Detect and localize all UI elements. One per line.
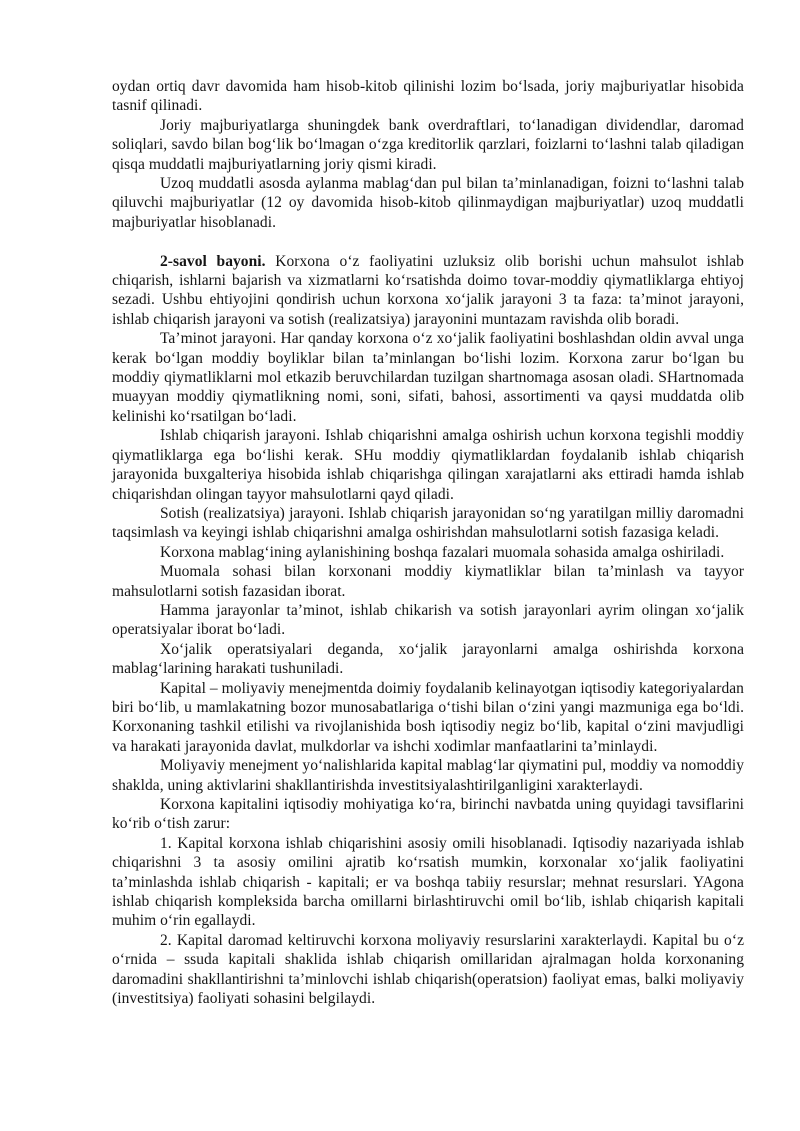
paragraph-text: oydan ortiq davr davomida ham hisob-kitob qilinishi lozim boʻlsada, joriy majburiyatlar hisobida tasnif qilinadi. bbox=[112, 78, 744, 115]
paragraph bbox=[112, 834, 744, 931]
paragraph-text: Uzoq muddatli asosda aylanma mablagʻdan pul bilan ta’minlanadigan, foizni toʻlashni talab qiluvchi majburiyatlar (12 oy davomida hisob-kitob qilinmaydigan majburiyatlar) uzoq muddatli majburiyatlar hisoblanadi. bbox=[112, 175, 744, 231]
paragraph-text: Ishlab chiqarish jarayoni. Ishlab chiqarishni amalga oshirish uchun korxona tegishli moddiy qiymatliklarga ega boʻlishi kerak. SHu moddiy qiymatliklardan foydalanib ishlab chiqarish jarayonida buxgalteriya hisobida ishlab chiqarishga qilingan xarajatlarni aks ettiradi hamda ishlab chiqarishdan olingan tayyor mahsulotlarni qayd qiladi. bbox=[112, 427, 744, 503]
paragraph-text: Xoʻjalik operatsiyalari deganda, xoʻjalik jarayonlarni amalga oshirishda korxona mablagʻlarining harakati tushuniladi. bbox=[112, 640, 744, 678]
paragraph bbox=[112, 562, 744, 601]
paragraph-text: Joriy majburiyatlarga shuningdek bank overdraftlari, toʻlanadigan dividendlar, daromad soliqlari, savdo bilan bogʻlik boʻlmagan oʻzga kreditorlik qarzlari, foizlarni toʻlashni talab qiladigan qisqa muddatli majburiyatlarning joriy qismi kiradi. bbox=[112, 116, 744, 173]
paragraph bbox=[112, 601, 744, 640]
paragraph bbox=[112, 931, 744, 1009]
paragraph bbox=[112, 543, 744, 562]
paragraph bbox=[112, 252, 744, 330]
paragraph-text: Korxona mablagʻining aylanishining boshqa fazalari muomala sohasida amalga oshiriladi. bbox=[160, 543, 725, 561]
paragraph bbox=[112, 116, 744, 174]
paragraph bbox=[112, 174, 744, 232]
paragraph bbox=[112, 756, 744, 795]
paragraph-text: Kapital – moliyaviy menejmentda doimiy foydalanib kelinayotgan iqtisodiy kategoriyalardan biri boʻlib, u mamlakatning bozor munosabatlariga oʻtishi bilan oʻzini yangi mazmuniga ega boʻldi. Korxonaning tashkil etilishi va rivojlanishida bosh iqtisodiy negiz boʻlib, kapital oʻzini mavjudligi va harakati jarayonida davlat, mulkdorlar va ishchi xodimlar manfaatlarini ta’minlaydi. bbox=[112, 679, 744, 755]
paragraph-text: Korxona kapitalini iqtisodiy mohiyatiga koʻra, birinchi navbatda uning quyidagi tavsiflarini koʻrib oʻtish zarur: bbox=[112, 796, 744, 833]
paragraph bbox=[112, 77, 744, 116]
paragraph-text: Hamma jarayonlar ta’minot, ishlab chikarish va sotish jarayonlari ayrim olingan xoʻjalik operatsiyalar iborat boʻladi. bbox=[112, 601, 744, 639]
paragraph-lead-bold: 2-savol bayoni. bbox=[160, 252, 266, 270]
paragraph-text: Sotish (realizatsiya) jarayoni. Ishlab chiqarish jarayonidan soʻng yaratilgan milliy daromadni taqsimlash va keyingi ishlab chiqarishni amalga oshirishdan mahsulotlarni sotish fazasiga keladi. bbox=[112, 504, 744, 542]
paragraph bbox=[112, 504, 744, 543]
paragraph-text: Muomala sohasi bilan korxonani moddiy kiymatliklar bilan ta’minlash va tayyor mahsulotlarni sotish fazasidan iborat. bbox=[112, 563, 744, 600]
paragraph bbox=[112, 679, 744, 757]
paragraph bbox=[112, 795, 744, 834]
paragraph-text: Korxona oʻz faoliyatini uzluksiz olib borishi uchun mahsulot ishlab chiqarish, ishlarni bajarish va xizmatlarni koʻrsatishda doimo tovar-moddiy qiymatliklarga ehtiyoj sezadi. Ushbu ehtiyojini qondirish uchun korxona xoʻjalik jarayoni 3 ta faza: ta’minot jarayoni, ishlab chiqarish jarayoni va sotish (realizatsiya) jarayonini muntazam ravishda olib boradi. bbox=[112, 252, 744, 328]
paragraph bbox=[112, 329, 744, 426]
paragraph bbox=[112, 640, 744, 679]
paragraph-text: Moliyaviy menejment yoʻnalishlarida kapital mablagʻlar qiymatini pul, moddiy va nomoddiy shaklda, uning aktivlarini shakllantirishda investitsiyalashtirilganligini xarakterlaydi. bbox=[112, 757, 744, 794]
paragraph-text: 1. Kapital korxona ishlab chiqarishini asosiy omili hisoblanadi. Iqtisodiy nazariyada ishlab chiqarishni 3 ta asosiy omilini ajratib koʻrsatish mumkin, korxonalar xoʻjalik faoliyatini ta’minlashda ishlab chiqarish - kapitali; er va boshqa tabiiy resurslar; mehnat resurslari. YAgona ishlab chiqarish kompleksida barcha omillarni birlashtiruvchi omil boʻlib, ishlab chiqarish kapitali muhim oʻrin egallaydi. bbox=[112, 834, 744, 930]
paragraph-text: Ta’minot jarayoni. Har qanday korxona oʻz xoʻjalik faoliyatini boshlashdan oldin avval unga kerak boʻlgan moddiy boyliklar bilan ta’minlangan boʻlishi lozim. Korxona zarur boʻlgan bu moddiy qiymatliklarni mol etkazib beruvchilardan tuzilgan shartnomaga asosan oladi. SHartnomada muayyan moddiy qiymatlikning nomi, soni, sifati, bahosi, assortimenti va qaysi muddatda olib kelinishi koʻrsatilgan boʻladi. bbox=[112, 330, 744, 425]
paragraph bbox=[112, 426, 744, 504]
document-text-block bbox=[112, 77, 744, 1008]
paragraph-text: 2. Kapital daromad keltiruvchi korxona moliyaviy resurslarini xarakterlaydi. Kapital bu oʻz oʻrnida – ssuda kapitali shaklida ishlab chiqarish omillaridan ajralmagan holda korxonaning daromadini shakllantirishni ta’minlovchi ishlab chiqarish(operatsion) faoliyat emas, balki moliyaviy (investitsiya) faoliyati sohasini belgilaydi. bbox=[112, 931, 744, 1008]
